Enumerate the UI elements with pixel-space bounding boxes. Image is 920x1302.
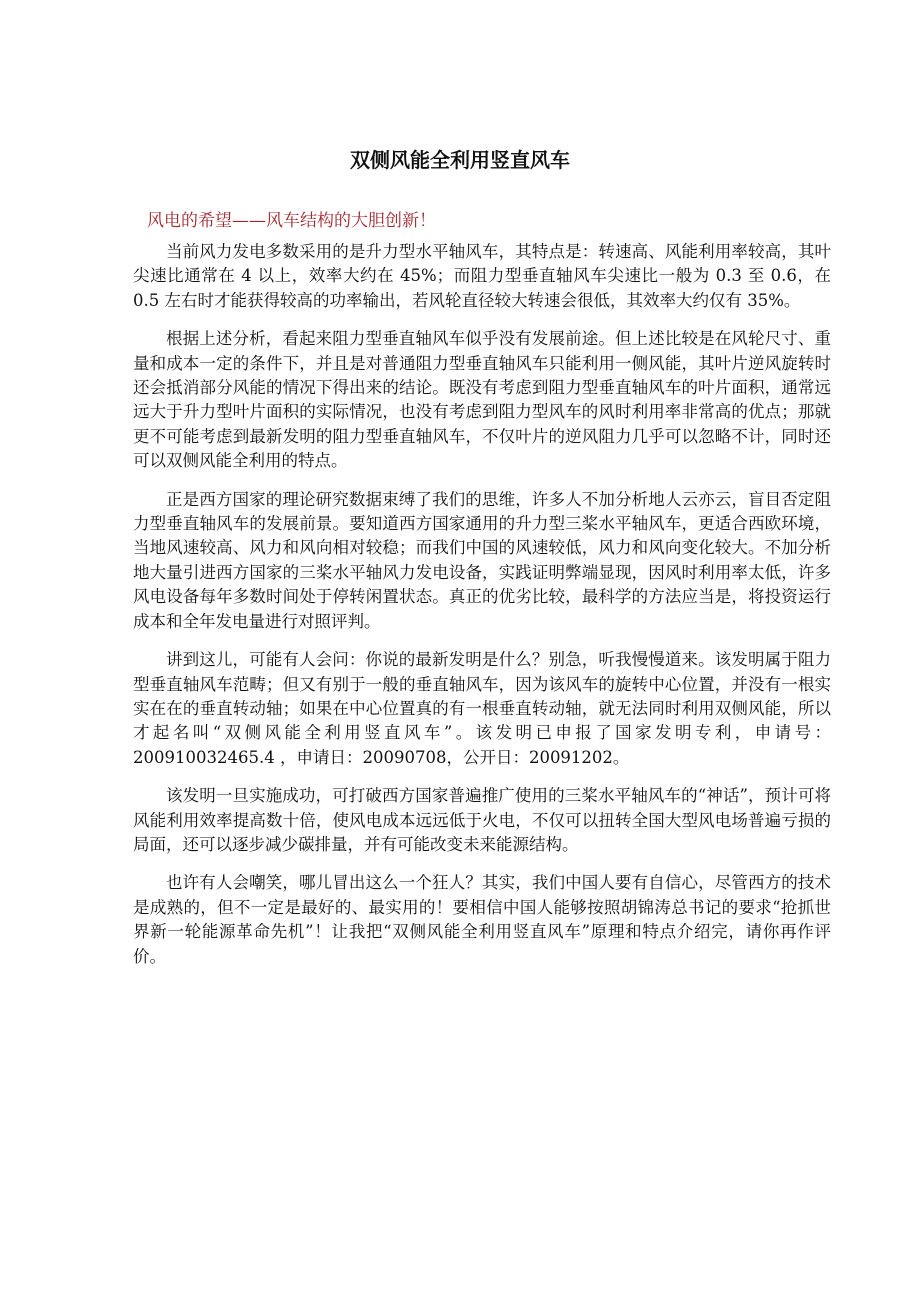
document-subtitle: 风电的希望——风车结构的大胆创新！ bbox=[147, 211, 436, 231]
paragraph-analysis: 根据上述分析，看起来阻力型垂直轴风车似乎没有发展前途。但上述比较是在风轮尺寸、重量和成本一定的条件下，并且是对普通阻力型垂直轴风车只能利用一侧风能，其叶片逆风旋转时还会抵消部分风能的情况下得出来的结论。既没有考虑到阻力型垂直轴风车的叶片面积，通常远远大于升力型叶片面积的实际情况，也没有考虑到阻力型风车的风时利用率非常高的优点；那就更不可能考虑到最新发明的阻力型垂直轴风车，不仅叶片的逆风阻力几乎可以忽略不计，同时还可以双侧风能全利用的特点。 bbox=[133, 329, 831, 471]
paragraph-intro: 当前风力发电多数采用的是升力型水平轴风车，其特点是：转速高、风能利用率较高，其叶尖速比通常在 4 以上，效率大约在 45%；而阻力型垂直轴风车尖速比一般为 0.3 至 0.6，在 0.5 左右时才能获得较高的功率输出，若风轮直径较大转速会很低，其效率大约仅有 35%。 bbox=[133, 242, 831, 310]
paragraph-impact: 该发明一旦实施成功，可打破西方国家普遍推广使用的三桨水平轴风车的“神话”，预计可将风能利用效率提高数十倍，使风电成本远远低于火电，不仅可以扭转全国大型风电场普遍亏损的局面，还可以逐步减少碳排量，并有可能改变未来能源结构。 bbox=[133, 786, 831, 854]
paragraph-invention: 讲到这儿，可能有人会问：你说的最新发明是什么？别急，听我慢慢道来。该发明属于阻力型垂直轴风车范畴；但又有别于一般的垂直轴风车，因为该风车的旋转中心位置，并没有一根实实在在的垂直转动轴；如果在中心位置真的有一根垂直转动轴，就无法同时利用双侧风能，所以才起名叫“双侧风能全利用竖直风车”。该发明已申报了国家发明专利，申请号：200910032465.4 ，申请日：20090708，公开日：20091202。 bbox=[133, 650, 831, 767]
paragraph-conclusion: 也许有人会嘲笑，哪儿冒出这么一个狂人？其实，我们中国人要有自信心，尽管西方的技术是成熟的，但不一定是最好的、最实用的！要相信中国人能够按照胡锦涛总书记的要求“抢抓世界新一轮能源革命先机”！让我把“双侧风能全利用竖直风车”原理和特点介绍完，请你再作评价。 bbox=[133, 873, 831, 966]
paragraph-western-theory: 正是西方国家的理论研究数据束缚了我们的思维，许多人不加分析地人云亦云，盲目否定阻力型垂直轴风车的发展前景。要知道西方国家通用的升力型三桨水平轴风车，更适合西欧环境，当地风速较高、风力和风向相对较稳；而我们中国的风速较低，风力和风向变化较大。不加分析地大量引进西方国家的三桨水平轴风力发电设备，实践证明弊端显现，因风时利用率太低，许多风电设备每年多数时间处于停转闲置状态。真正的优劣比较，最科学的方法应当是，将投资运行成本和全年发电量进行对照评判。 bbox=[133, 489, 831, 631]
document-title: 双侧风能全利用竖直风车 bbox=[350, 148, 570, 172]
document-body bbox=[133, 240, 831, 983]
